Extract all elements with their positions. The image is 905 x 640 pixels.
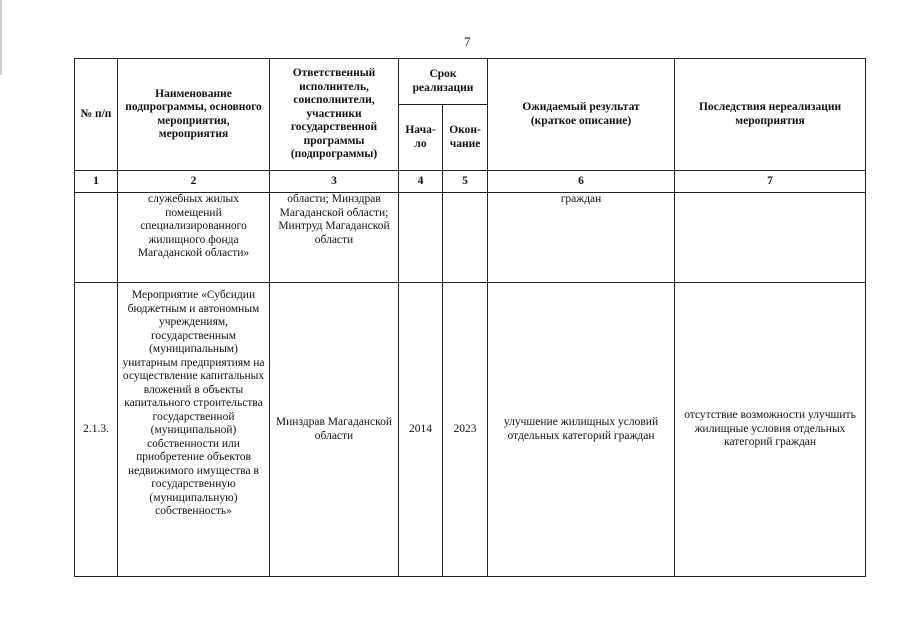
row-executor: области; Минздрав Магаданской области; Минтруд Магаданской области — [270, 193, 399, 283]
header-number: № п/п — [75, 59, 118, 171]
header-consequence: Последствия нереализации мероприятия — [675, 59, 866, 171]
column-number: 3 — [270, 171, 399, 193]
column-number: 5 — [443, 171, 488, 193]
column-number-row — [75, 171, 866, 193]
row-executor: Минздрав Магаданской области — [270, 283, 399, 577]
row-result: граждан — [488, 193, 675, 283]
header-row-1 — [75, 59, 866, 105]
header-name: Наименование подпрограммы, основного мероприятия, мероприятия — [118, 59, 270, 171]
row-result: улучшение жилищных условий отдельных категорий граждан — [488, 283, 675, 577]
row-name: Мероприятие «Субсидии бюджетным и автономным учреждениям, государственным (муниципальным) унитарным предприятиям на осуществление капитальных вложений в объекты капитального строительства государственной (муниципальной) собственности или приобретение объектов недвижимого имущества в государственную (муниципальную) собственность» — [118, 283, 270, 577]
header-end: Окон-чание — [443, 105, 488, 171]
row-number: 2.1.3. — [75, 283, 118, 577]
header-period: Срок реализации — [399, 59, 488, 105]
table-row — [75, 283, 866, 577]
row-end — [443, 193, 488, 283]
row-consequence — [675, 193, 866, 283]
row-name: служебных жилых помещений специализированного жилищного фонда Магаданской области» — [118, 193, 270, 283]
row-consequence: отсутствие возможности улучшить жилищные условия отдельных категорий граждан — [675, 283, 866, 577]
page-number: 7 — [464, 34, 471, 49]
header-result: Ожидаемый результат (краткое описание) — [488, 59, 675, 171]
row-start: 2014 — [399, 283, 443, 577]
program-table — [74, 58, 866, 577]
header-executor: Ответственный исполнитель, соисполнители, участники государственной программы (подпрограммы) — [270, 59, 399, 171]
column-number: 7 — [675, 171, 866, 193]
row-end: 2023 — [443, 283, 488, 577]
table-row — [75, 193, 866, 283]
header-start: Нача-ло — [399, 105, 443, 171]
column-number: 4 — [399, 171, 443, 193]
row-start — [399, 193, 443, 283]
page-edge-line — [0, 0, 2, 75]
column-number: 6 — [488, 171, 675, 193]
column-number: 1 — [75, 171, 118, 193]
column-number: 2 — [118, 171, 270, 193]
row-number — [75, 193, 118, 283]
